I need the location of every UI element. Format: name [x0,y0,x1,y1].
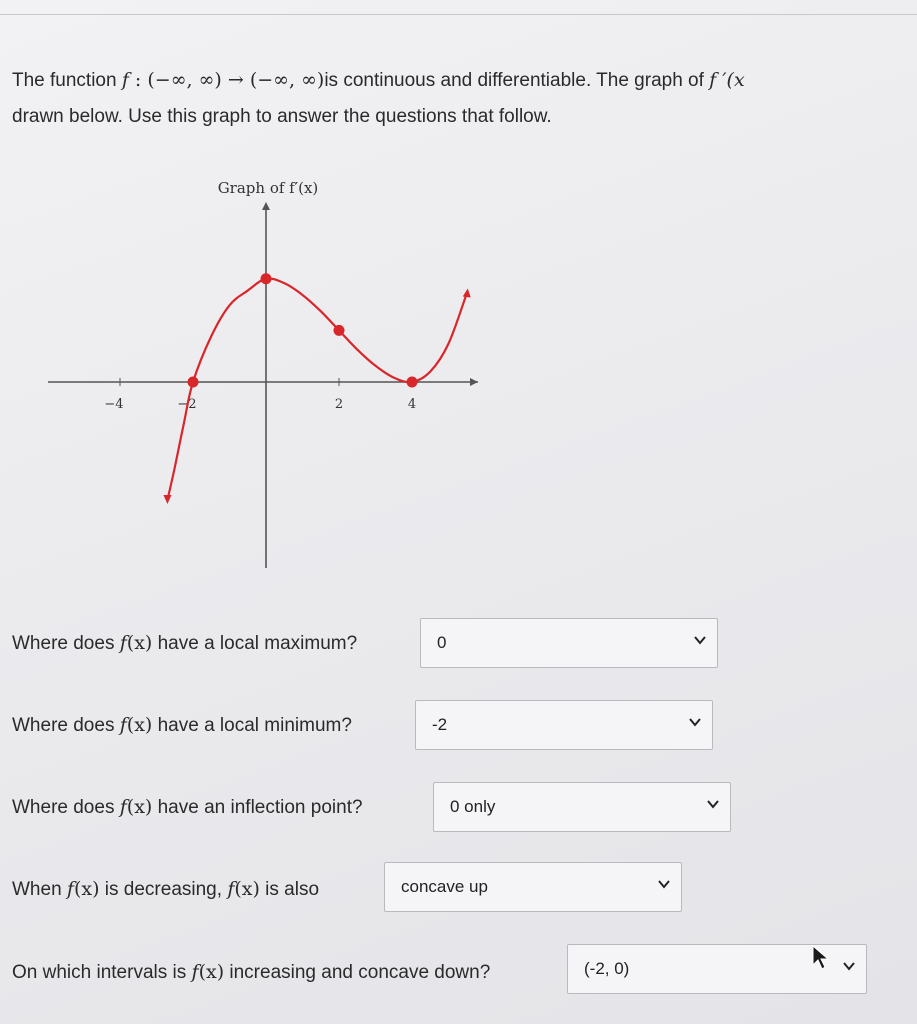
x-axis-arrow [470,378,478,386]
chart-svg [40,170,540,590]
question-concavity [12,878,319,901]
question-function-2: f [227,878,235,900]
problem-statement [12,62,917,135]
inflection-value: 0 only [450,797,496,816]
question-arg-2: (x) [234,878,260,900]
concavity-value: concave up [401,877,488,896]
chart-title: Graph of f′(x) [217,179,319,197]
question-text: When [12,879,67,900]
question-text: Where does [12,633,120,654]
question-text-end: is also [259,879,320,900]
chevron-down-icon [842,959,856,973]
question-function: f [119,796,127,818]
question-text-end: have a local maximum? [152,633,358,654]
local-max-value: 0 [437,633,447,652]
intro-domain: : (−∞, ∞) → (−∞, ∞) [128,69,325,91]
question-arg: (x) [126,714,153,736]
question-text-mid: is decreasing, [99,879,228,900]
marked-point [261,273,272,284]
question-function: f [66,878,74,900]
local-min-select[interactable] [415,700,713,750]
intro-derivative: f ′(x [709,69,745,91]
question-function: f [119,714,127,736]
intro-text-mid: is continuous and differentiable. The graph of [324,70,710,91]
question-function: f [191,961,199,983]
question-text-end: have an inflection point? [152,797,363,818]
question-arg: (x) [126,796,153,818]
question-function: f [119,632,127,654]
x-tick-label: 4 [407,397,417,412]
y-axis-arrow [262,202,270,210]
problem-line-1 [12,62,917,99]
marked-point [334,325,345,336]
x-tick-label: 2 [334,397,344,412]
top-divider [0,14,917,15]
mouse-cursor-icon [812,945,830,971]
question-arg: (x) [126,632,153,654]
marked-point [188,377,199,388]
question-local-max [12,632,357,655]
curve-end-arrow-bottom [163,495,171,504]
chevron-down-icon [693,633,707,647]
local-min-value: -2 [432,715,448,734]
question-increasing-concave-down [12,961,490,984]
local-max-select[interactable] [420,618,718,668]
chevron-down-icon [706,797,720,811]
question-text: Where does [12,797,120,818]
question-inflection [12,796,363,819]
chevron-down-icon [657,877,671,891]
interval-value: (-2, 0) [584,959,630,978]
question-text-end: have a local minimum? [152,715,352,736]
inflection-select[interactable] [433,782,731,832]
question-arg: (x) [73,878,100,900]
question-text: Where does [12,715,120,736]
problem-line-2: drawn below. Use this graph to answer the questions that follow. [12,106,552,127]
question-text-end: increasing and concave down? [224,962,491,983]
intro-function-name: f [121,69,129,91]
curve-end-arrow-top [463,289,471,298]
intro-text-start: The function [12,70,122,91]
question-local-min [12,714,352,737]
concavity-select[interactable] [384,862,682,912]
x-tick-label: −4 [104,397,124,412]
marked-point [407,377,418,388]
question-arg: (x) [198,961,225,983]
derivative-graph [40,170,540,590]
chevron-down-icon [688,715,702,729]
x-tick-label: −2 [177,397,197,412]
derivative-curve [167,278,466,500]
question-text: On which intervals is [12,962,192,983]
